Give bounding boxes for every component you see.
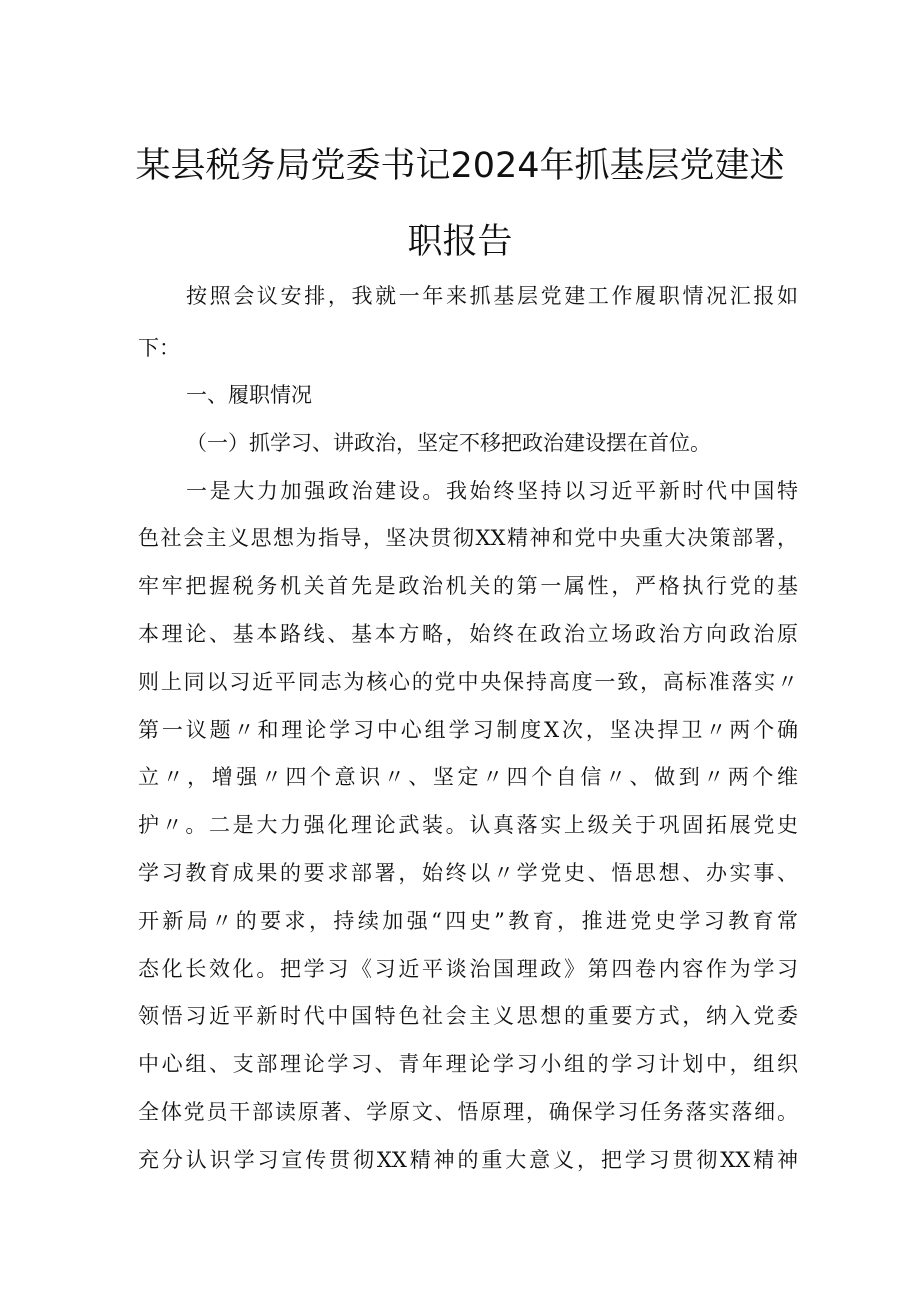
paragraph-line: 开新局〃的要求，持续加强“四史”教育，推进党史学习教育常 bbox=[138, 909, 798, 933]
paragraph-line: 本理论、基本路线、基本方略，始终在政治立场政治方向政治原 bbox=[138, 622, 798, 646]
paragraph-line: 护〃。二是大力强化理论武装。认真落实上级关于巩固拓展党史 bbox=[138, 813, 798, 837]
paragraph-line: 充分认识学习宣传贯彻XX精神的重大意义，把学习贯彻XX精神 bbox=[138, 1148, 798, 1172]
paragraph-line: 则上同以习近平同志为核心的党中央保持高度一致，高标准落实〃 bbox=[138, 670, 798, 694]
paragraph-line: 领悟习近平新时代中国特色社会主义思想的重要方式，纳入党委 bbox=[138, 1004, 798, 1028]
paragraph-line: 态化长效化。把学习《习近平谈治国理政》第四卷内容作为学习 bbox=[138, 957, 798, 981]
paragraph-line: 第一议题〃和理论学习中心组学习制度X次，坚决捍卫〃两个确 bbox=[138, 718, 798, 742]
paragraph-line: 下： bbox=[138, 336, 180, 360]
paragraph-line: 按照会议安排，我就一年来抓基层党建工作履职情况汇报如 bbox=[186, 284, 798, 308]
document-title-line-1: 某县税务局党委书记2024年抓基层党建述 bbox=[135, 146, 785, 186]
paragraph-line: 中心组、支部理论学习、青年理论学习小组的学习计划中，组织 bbox=[138, 1052, 798, 1076]
paragraph-line: 一是大力加强政治建设。我始终坚持以习近平新时代中国特 bbox=[186, 479, 798, 503]
paragraph-line: 色社会主义思想为指导，坚决贯彻XX精神和党中央重大决策部署， bbox=[138, 526, 798, 550]
paragraph-line: 立〃，增强〃四个意识〃、坚定〃四个自信〃、做到〃两个维 bbox=[138, 765, 798, 789]
subsection-heading: （一）抓学习、讲政治，坚定不移把政治建设摆在首位。 bbox=[186, 431, 711, 455]
section-heading: 一、履职情况 bbox=[186, 383, 312, 407]
paragraph-line: 牢牢把握税务机关首先是政治机关的第一属性，严格执行党的基 bbox=[138, 574, 798, 598]
document-title-line-2: 职报告 bbox=[407, 222, 513, 262]
paragraph-line: 学习教育成果的要求部署，始终以〃学党史、悟思想、办实事、 bbox=[138, 861, 798, 885]
paragraph-line: 全体党员干部读原著、学原文、悟原理，确保学习任务落实落细。 bbox=[138, 1100, 798, 1124]
